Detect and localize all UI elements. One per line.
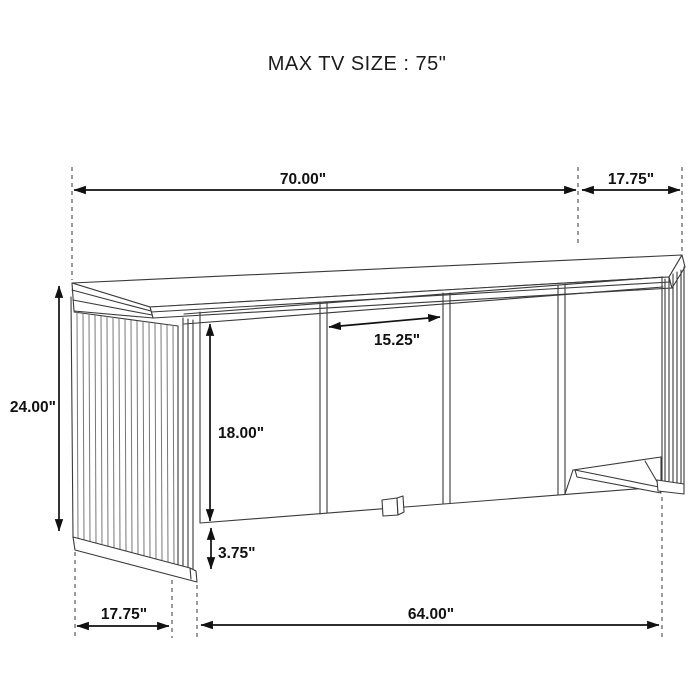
dim-label-top-length: 70.00" [279, 171, 327, 188]
dim-height [10, 286, 59, 531]
dim-center-opening [329, 317, 440, 349]
dim-top-depth [582, 171, 680, 190]
right-base-rail [565, 457, 684, 494]
dim-label-top-depth: 17.75" [607, 171, 655, 188]
dim-label-base-height: 3.75" [218, 545, 256, 562]
door-dividers [320, 284, 565, 514]
right-end-panel [665, 267, 684, 484]
dim-top-length [74, 171, 576, 190]
dim-base-length [201, 606, 659, 625]
dimension-annotations [10, 167, 682, 638]
dim-door-height [210, 324, 264, 521]
dim-base-depth [77, 606, 169, 626]
center-foot [382, 496, 404, 516]
max-tv-size-label: MAX TV SIZE : 75" [267, 53, 447, 75]
dim-label-center-opening: 15.25" [373, 332, 421, 349]
dim-label-base-depth: 17.75" [100, 606, 148, 623]
console-line-drawing [71, 255, 685, 582]
dim-label-height: 24.00" [9, 399, 56, 416]
dim-label-door-height: 18.00" [218, 425, 265, 442]
console-front [184, 277, 663, 523]
left-slat-panel [71, 297, 193, 571]
slat-lines [77, 312, 174, 564]
dim-label-base-length: 64.00" [407, 606, 455, 623]
dim-base-height [211, 528, 256, 569]
